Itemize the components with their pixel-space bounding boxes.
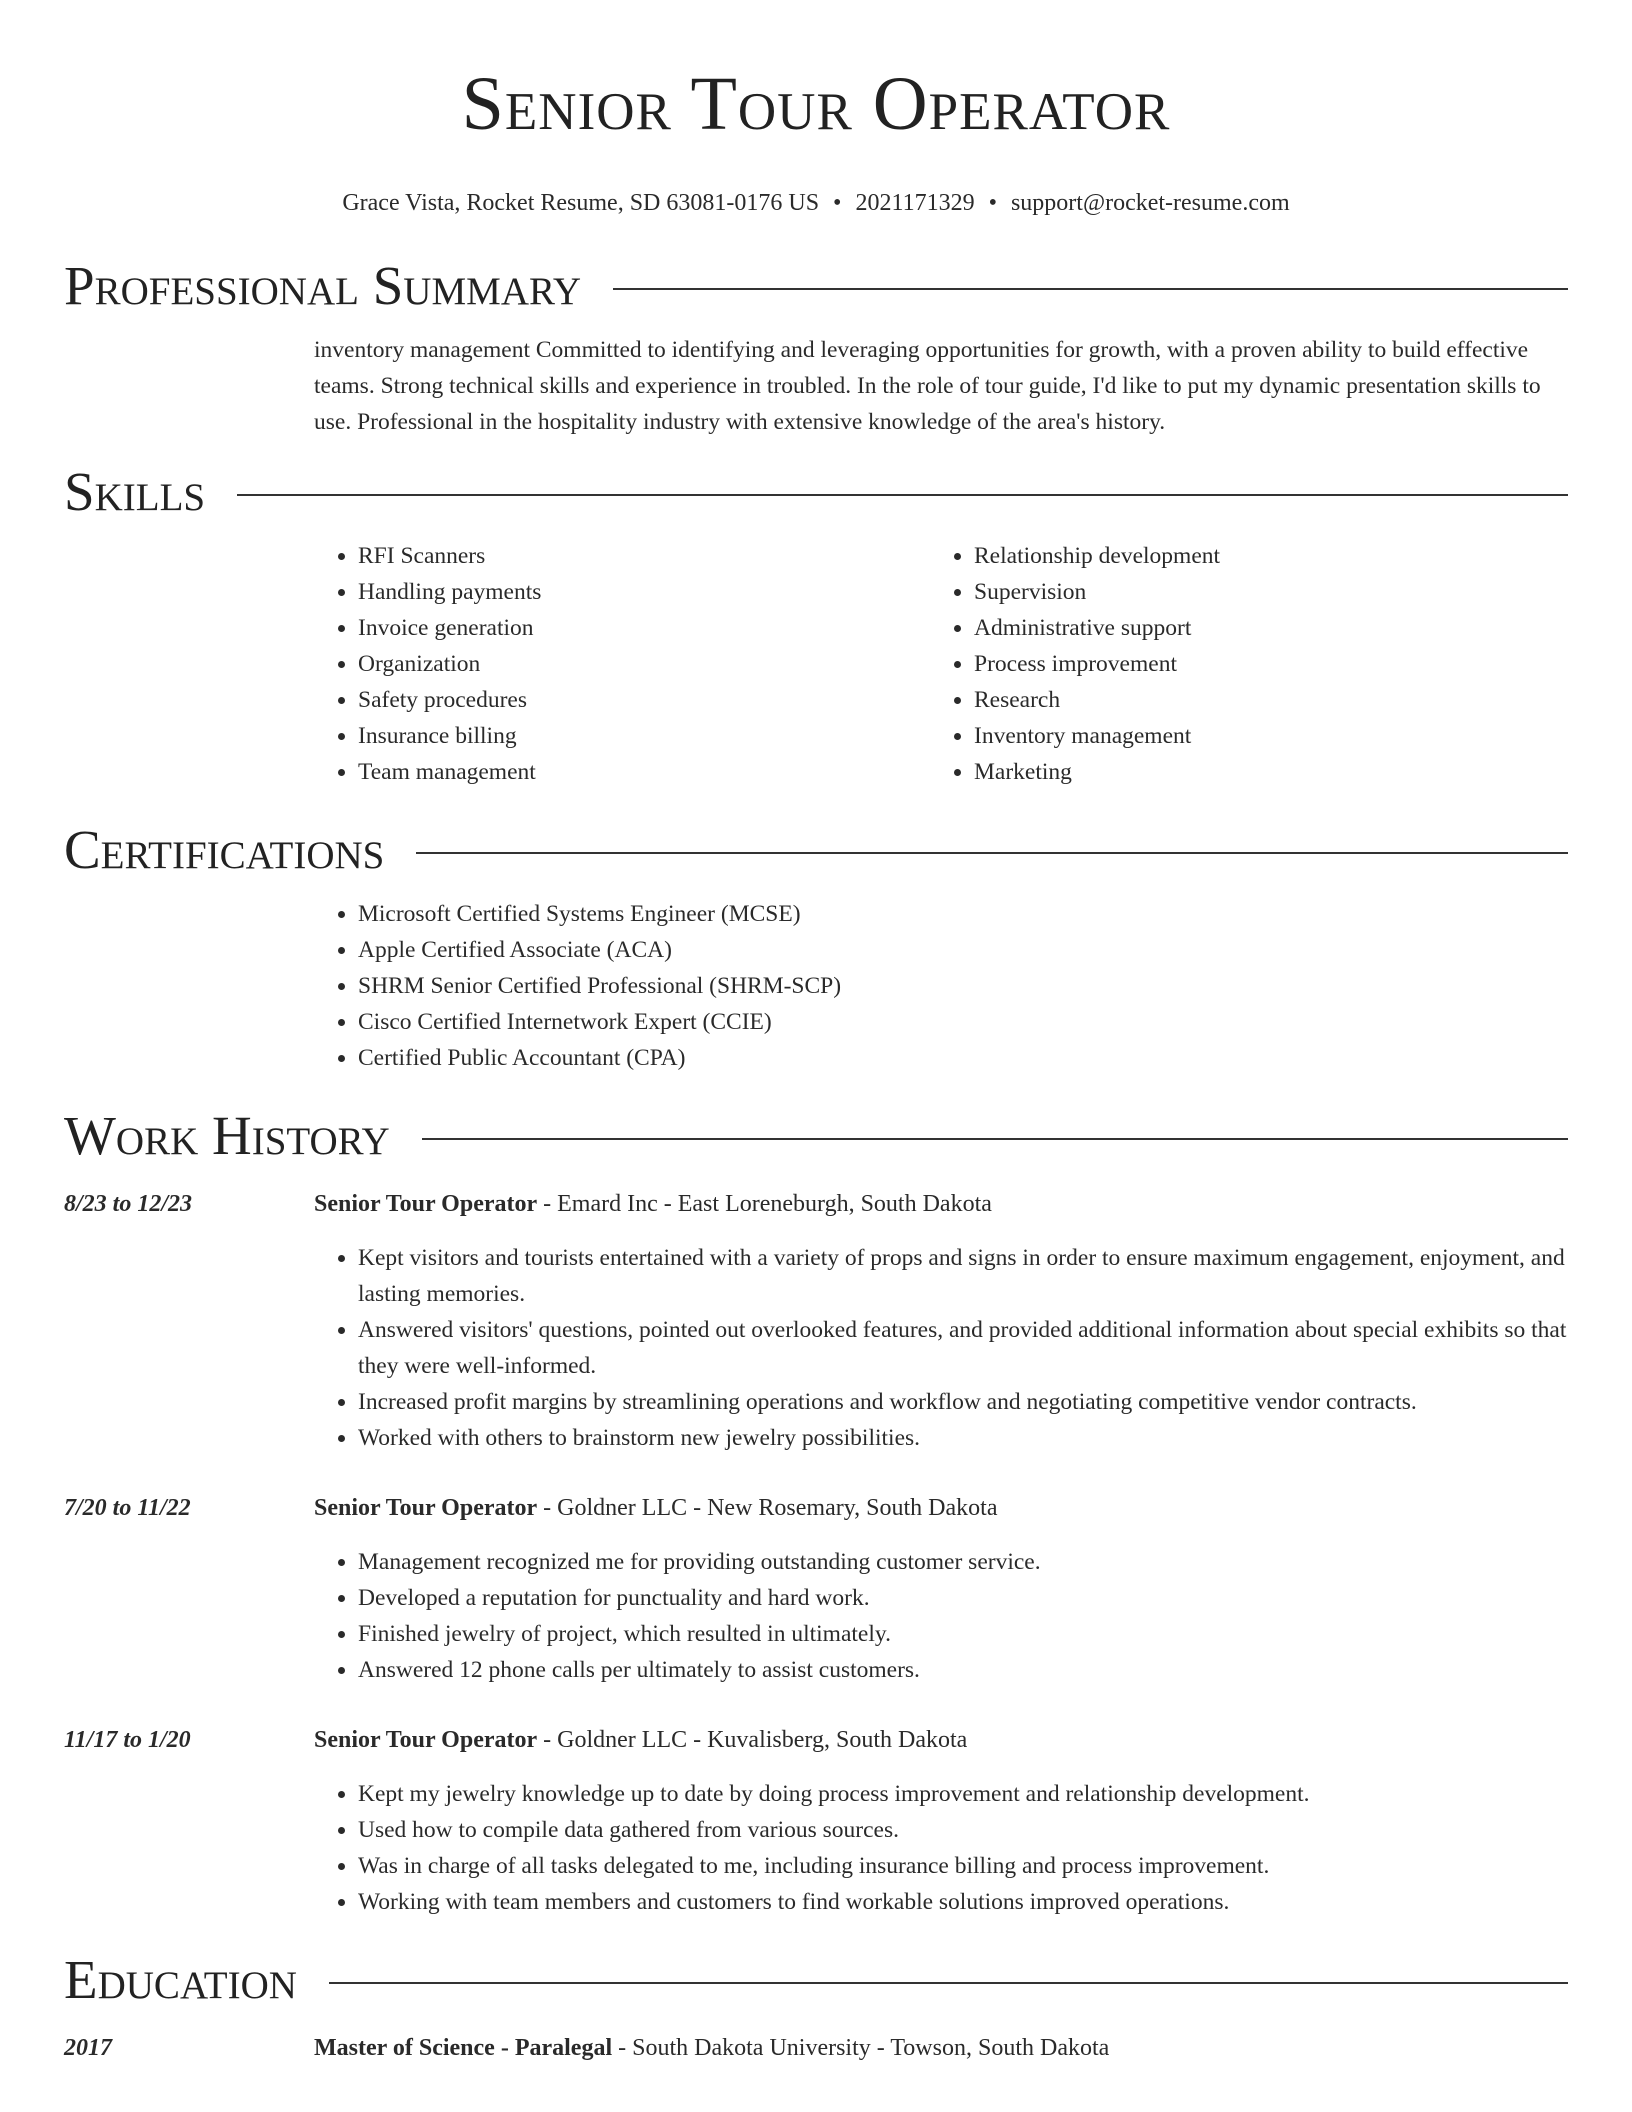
skill-item: • Organization <box>358 646 930 682</box>
job-heading <box>314 1722 1568 1758</box>
education-date: 2017 <box>64 2035 112 2061</box>
job-bullet: • Kept visitors and tourists entertained with a variety of props and signs in order to ensure maximum engagement, enjoyment, and lasting memories. <box>358 1240 1568 1312</box>
contact-email: support@rocket-resume.com <box>1010 190 1290 216</box>
job-bullet: • Increased profit margins by streamlining operations and workflow and negotiating competitive vendor contracts. <box>358 1384 1568 1420</box>
contact-phone: 2021171329 <box>855 190 975 216</box>
skills-list-right <box>930 538 1546 790</box>
summary-section <box>64 254 1568 440</box>
certification-item: • Certified Public Accountant (CPA) <box>358 1040 1568 1076</box>
resume-name: Senior Tour Operator <box>461 62 1171 146</box>
section-divider <box>237 494 1568 496</box>
education-title: Education <box>64 1949 297 2010</box>
job-role: Senior Tour Operator <box>314 1727 538 1753</box>
certifications-title: Certifications <box>64 819 385 880</box>
job-bullet: • Working with team members and customers to find workable solutions improved operations. <box>358 1884 1568 1920</box>
skills-column-right <box>930 538 1546 790</box>
certifications-title-row <box>64 818 1568 882</box>
job-bullets <box>314 1776 1568 1920</box>
job-bullet: • Worked with others to brainstorm new jewelry possibilities. <box>358 1420 1568 1456</box>
skill-item: • Research <box>974 682 1546 718</box>
skill-item: • Administrative support <box>974 610 1546 646</box>
certification-item: • SHRM Senior Certified Professional (SHRM-SCP) <box>358 968 1568 1004</box>
education-title-row <box>64 1948 1568 2012</box>
skill-item: • Inventory management <box>974 718 1546 754</box>
summary-text: inventory management Committed to identifying and leveraging opportunities for growth, with a proven ability to build effective teams. Strong technical skills and experience in troubled. In the role of tour guide, I'd like to put my dynamic presentation skills to use. Professional in the hospitality industry with extensive knowledge of the area's history. <box>314 337 1541 435</box>
work-history-section <box>64 1104 1568 1920</box>
education-degree: Master of Science - Paralegal <box>314 2035 613 2061</box>
job-bullet: • Kept my jewelry knowledge up to date by doing process improvement and relationship development. <box>358 1776 1568 1812</box>
job-entry <box>64 1186 1568 1456</box>
job-date: 7/20 to 11/22 <box>64 1495 191 1521</box>
job-date: 8/23 to 12/23 <box>64 1191 193 1217</box>
work-history-title: Work History <box>64 1105 390 1166</box>
job-date: 11/17 to 1/20 <box>64 1727 191 1753</box>
contact-separator: • <box>988 190 997 216</box>
job-heading <box>314 1186 1568 1222</box>
education-section <box>64 1948 1568 2066</box>
job-bullet: • Finished jewelry of project, which resulted in ultimately. <box>358 1616 1568 1652</box>
skills-title-row <box>64 460 1568 524</box>
job-bullet: • Management recognized me for providing outstanding customer service. <box>358 1544 1568 1580</box>
section-divider <box>422 1138 1568 1140</box>
skills-section <box>64 460 1568 790</box>
job-body <box>314 1722 1568 1920</box>
summary-title: Professional Summary <box>64 255 582 316</box>
certification-item: • Apple Certified Associate (ACA) <box>358 932 1568 968</box>
skill-item: • Marketing <box>974 754 1546 790</box>
job-details: - Emard Inc - East Loreneburgh, South Dakota <box>537 1191 992 1217</box>
contact-address: Grace Vista, Rocket Resume, SD 63081-0176 US <box>342 190 820 216</box>
summary-title-row <box>64 254 1568 318</box>
job-role: Senior Tour Operator <box>314 1191 538 1217</box>
job-bullet: • Answered visitors' questions, pointed out overlooked features, and provided additional information about special exhibits so that they were well-informed. <box>358 1312 1568 1384</box>
job-bullets <box>314 1240 1568 1456</box>
skill-item: • Invoice generation <box>358 610 930 646</box>
skill-item: • Insurance billing <box>358 718 930 754</box>
job-bullet: • Answered 12 phone calls per ultimately to assist customers. <box>358 1652 1568 1688</box>
section-divider <box>416 852 1568 854</box>
job-details: - Goldner LLC - New Rosemary, South Dakota <box>537 1495 998 1521</box>
job-bullets <box>314 1544 1568 1688</box>
certifications-list <box>314 896 1568 1076</box>
certification-item: • Microsoft Certified Systems Engineer (MCSE) <box>358 896 1568 932</box>
skill-item: • Supervision <box>974 574 1546 610</box>
job-heading <box>314 1490 1568 1526</box>
job-details: - Goldner LLC - Kuvalisberg, South Dakota <box>537 1727 968 1753</box>
skills-columns <box>314 538 1568 790</box>
skill-item: • Handling payments <box>358 574 930 610</box>
job-bullet: • Used how to compile data gathered from various sources. <box>358 1812 1568 1848</box>
job-entry <box>64 1722 1568 1920</box>
education-details: - South Dakota University - Towson, South Dakota <box>612 2035 1110 2061</box>
job-entry <box>64 1490 1568 1688</box>
skills-list-left <box>314 538 930 790</box>
job-body <box>314 1490 1568 1688</box>
education-body <box>314 2030 1568 2066</box>
certification-item: • Cisco Certified Internetwork Expert (CCIE) <box>358 1004 1568 1040</box>
job-bullet: • Developed a reputation for punctuality and hard work. <box>358 1580 1568 1616</box>
skills-column-left <box>314 538 930 790</box>
skill-item: • Team management <box>358 754 930 790</box>
skill-item: • RFI Scanners <box>358 538 930 574</box>
skill-item: • Process improvement <box>974 646 1546 682</box>
job-body <box>314 1186 1568 1456</box>
contact-separator: • <box>833 190 842 216</box>
skill-item: • Safety procedures <box>358 682 930 718</box>
skills-title: Skills <box>64 461 206 522</box>
job-bullet: • Was in charge of all tasks delegated to me, including insurance billing and process improvement. <box>358 1848 1568 1884</box>
section-divider <box>613 288 1568 290</box>
education-heading <box>314 2030 1568 2066</box>
job-role: Senior Tour Operator <box>314 1495 538 1521</box>
section-divider <box>329 1982 1568 1984</box>
skill-item: • Relationship development <box>974 538 1546 574</box>
education-entry <box>64 2030 1568 2066</box>
contact-line <box>64 188 1568 218</box>
resume-header <box>64 0 1568 218</box>
certifications-list-wrap <box>314 896 1568 1076</box>
work-history-title-row <box>64 1104 1568 1168</box>
certifications-section <box>64 818 1568 1076</box>
